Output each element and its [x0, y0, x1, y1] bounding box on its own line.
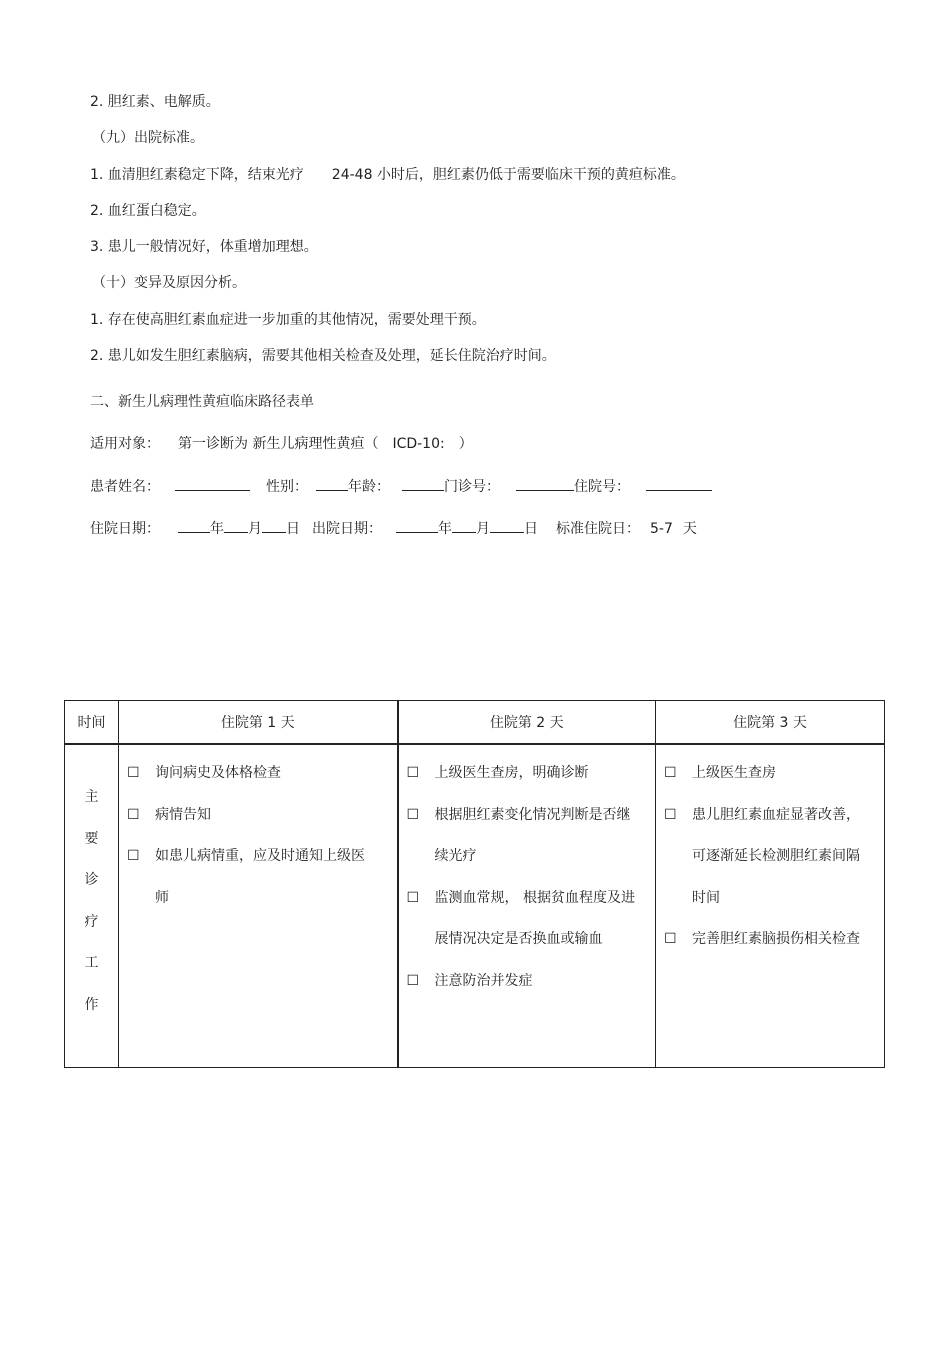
paragraph-7: 1. 存在使高胆红素血症进一步加重的其他情况，需要处理干预。 — [90, 312, 486, 328]
gender-label: 性别： — [266, 479, 308, 495]
checklist-item-label: 如患儿病情重，应及时通知上级医师 — [155, 848, 365, 906]
dates-line — [90, 518, 697, 539]
checklist-item — [407, 878, 638, 961]
discharge-year-unit: 年 — [438, 521, 452, 537]
row-label-char: 工 — [84, 955, 99, 971]
checklist-item — [664, 919, 870, 961]
checklist-item — [407, 753, 638, 795]
applicable-label: 适用对象： — [90, 436, 160, 452]
clinic-label: 门诊号： — [444, 479, 500, 495]
admit-date-label: 住院日期： — [90, 521, 160, 537]
checklist-item — [127, 795, 397, 837]
checkbox-icon[interactable]: ☐ — [406, 889, 420, 906]
age-blank[interactable] — [402, 476, 444, 491]
name-label: 患者姓名： — [90, 479, 160, 495]
checklist-item-label: 患儿胆红素血症显著改善，可逐渐延长检测胆红素间隔时间 — [692, 806, 860, 906]
day2-cell — [398, 744, 656, 1068]
day1-header: 住院第 1 天 — [119, 701, 398, 745]
time-header: 时间 — [65, 701, 119, 745]
discharge-year-blank[interactable] — [396, 518, 438, 533]
row-label-char: 作 — [84, 996, 99, 1013]
row-label-char: 要 — [84, 830, 99, 847]
clinical-pathway-table — [64, 700, 885, 1068]
section-title: 二、新生儿病理性黄疸临床路径表单 — [90, 394, 314, 410]
paragraph-2: （九）出院标准。 — [92, 130, 204, 146]
paragraph-3: 1. 血清胆红素稳定下降，结束光疗 24-48 小时后，胆红素仍低于需要临床干预的黄疸标准。 — [90, 167, 685, 183]
checkbox-icon[interactable]: ☐ — [406, 806, 420, 823]
checklist-item-label: 病情告知 — [155, 806, 211, 823]
checklist-item — [664, 795, 870, 920]
admit-year-unit: 年 — [210, 521, 224, 537]
checklist-item — [127, 753, 397, 795]
day1-cell — [119, 744, 398, 1068]
checkbox-icon[interactable]: ☐ — [127, 806, 140, 823]
paragraph-6: （十）变异及原因分析。 — [92, 275, 246, 291]
discharge-month-blank[interactable] — [452, 518, 476, 533]
paragraph-5: 3. 患儿一般情况好，体重增加理想。 — [90, 239, 318, 255]
day3-cell — [656, 744, 885, 1068]
paragraph-4: 2. 血红蛋白稳定。 — [90, 203, 206, 219]
checklist-item — [664, 753, 870, 795]
checklist-item-label: 监测血常规， 根据贫血程度及进展情况决定是否换血或输血 — [434, 889, 635, 947]
checklist-item — [127, 836, 397, 919]
age-label: 年龄： — [348, 479, 390, 495]
discharge-date-label: 出院日期： — [312, 521, 382, 537]
admit-month-blank[interactable] — [224, 518, 248, 533]
standard-days-label: 标准住院日： — [556, 521, 640, 537]
admit-day-unit: 日 — [286, 521, 300, 537]
checkbox-icon[interactable]: ☐ — [406, 765, 420, 781]
checkbox-icon[interactable]: ☐ — [664, 806, 677, 823]
checkbox-icon[interactable]: ☐ — [664, 765, 677, 781]
applicable-line — [90, 434, 473, 454]
row-label-char: 主 — [84, 789, 99, 805]
row-label-char: 诊 — [84, 872, 99, 888]
discharge-day-blank[interactable] — [490, 518, 524, 533]
applicable-text: 第一诊断为 新生儿病理性黄疸（ ICD-10: ） — [178, 436, 473, 452]
day2-header: 住院第 2 天 — [398, 701, 656, 745]
main-work-row — [65, 744, 885, 1068]
checklist-item — [407, 795, 638, 878]
admit-day-blank[interactable] — [262, 518, 286, 533]
standard-days-value: 5-7 — [650, 521, 673, 537]
discharge-month-unit: 月 — [476, 521, 490, 537]
day3-header: 住院第 3 天 — [656, 701, 885, 745]
standard-days-unit: 天 — [682, 521, 697, 537]
checklist-item — [407, 961, 638, 1003]
patient-info-line — [90, 476, 712, 497]
gender-blank[interactable] — [316, 476, 348, 491]
checklist-item-label: 完善胆红素脑损伤相关检查 — [692, 931, 860, 947]
checkbox-icon[interactable]: ☐ — [127, 765, 140, 781]
checklist-item-label: 询问病史及体格检查 — [155, 765, 281, 781]
discharge-day-unit: 日 — [524, 521, 538, 537]
checklist-item-label: 上级医生查房 — [692, 765, 776, 781]
clinic-blank[interactable] — [516, 476, 574, 491]
admission-no-blank[interactable] — [646, 476, 712, 491]
checkbox-icon[interactable]: ☐ — [406, 972, 420, 989]
admit-year-blank[interactable] — [178, 518, 210, 533]
admission-no-label: 住院号： — [574, 479, 630, 495]
name-blank[interactable] — [175, 476, 250, 491]
row-label-main-work — [65, 744, 119, 1068]
paragraph-1: 2. 胆红素、电解质。 — [90, 94, 220, 110]
checklist-item-label: 注意防治并发症 — [434, 972, 533, 989]
checkbox-icon[interactable]: ☐ — [127, 848, 140, 864]
admit-month-unit: 月 — [248, 521, 262, 537]
row-label-char: 疗 — [84, 913, 99, 930]
checklist-item-label: 上级医生查房，明确诊断 — [434, 765, 589, 781]
paragraph-8: 2. 患儿如发生胆红素脑病，需要其他相关检查及处理，延长住院治疗时间。 — [90, 348, 556, 364]
checkbox-icon[interactable]: ☐ — [664, 931, 677, 947]
checklist-item-label: 根据胆红素变化情况判断是否继续光疗 — [434, 806, 631, 864]
